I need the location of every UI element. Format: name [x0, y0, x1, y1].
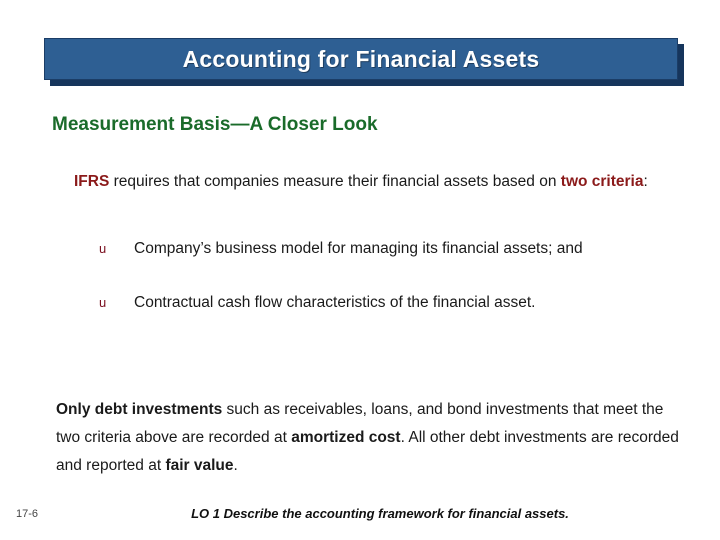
list-item-label: Contractual cash flow characteristics of the financial asset.	[134, 294, 536, 311]
list-item-label: Company’s business model for managing its financial assets; and	[134, 240, 583, 257]
list-item	[96, 236, 676, 262]
closing-bold-1: Only debt investments	[56, 401, 223, 418]
diamond-bullet-icon: u	[99, 295, 107, 310]
slide-subtitle: Measurement Basis—A Closer Look	[52, 114, 378, 135]
title-bar	[44, 38, 678, 80]
closing-bold-3: fair value	[165, 457, 234, 474]
diamond-bullet-icon: u	[99, 241, 107, 256]
intro-text-part-2: :	[643, 173, 648, 190]
intro-text-part-1: requires that companies measure their financial assets based on	[109, 173, 561, 190]
intro-criteria-term: two criteria	[560, 173, 644, 190]
closing-text-2: . All other debt investments are recorded and reported at	[56, 429, 679, 474]
closing-bold-2: amortized cost	[291, 429, 401, 446]
footer-learning-objective: LO 1 Describe the accounting framework for financial assets.	[191, 506, 569, 521]
list-item	[96, 290, 676, 316]
slide-title-container	[44, 38, 684, 86]
closing-text-1: such as receivables, loans, and bond investments that meet the two criteria above are recorded at	[56, 401, 664, 446]
closing-paragraph	[56, 396, 684, 480]
intro-lead-term: IFRS	[74, 173, 110, 190]
intro-paragraph	[74, 168, 674, 196]
page-title: Accounting for Financial Assets	[182, 45, 540, 72]
slide-number: 17-6	[16, 508, 39, 520]
bullet-list	[96, 236, 676, 344]
closing-text-3: .	[233, 457, 238, 474]
